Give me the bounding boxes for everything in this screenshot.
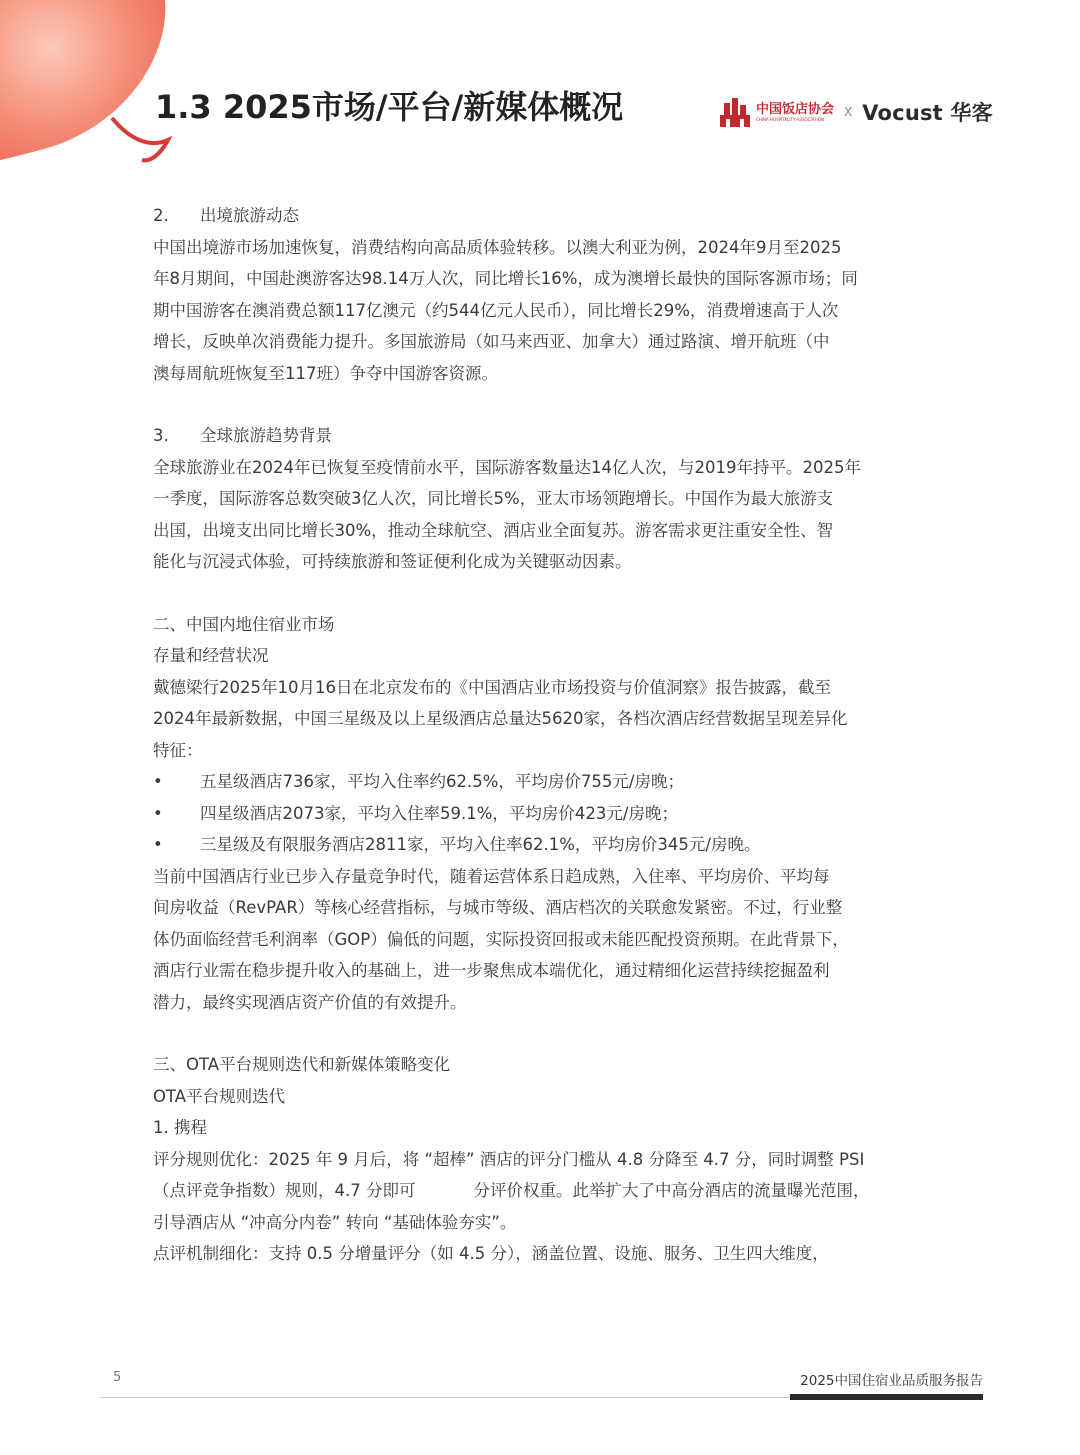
footer-accent-bar (790, 1394, 983, 1400)
paragraph-line: 评分规则优化：2025 年 9 月后，将 “超棒” 酒店的评分门槛从 4.8 分降至 4.7 分，同时调整 PSI (153, 1149, 865, 1169)
logo-separator: X (844, 105, 853, 119)
section-heading-text: 全球旅游趋势背景 (200, 426, 332, 445)
paragraph-line: 中国出境游市场加速恢复，消费结构向高品质体验转移。以澳大利亚为例，2024年9月至2025 (153, 237, 842, 257)
list-heading: 1. 携程 (153, 1118, 207, 1137)
list-item-text: 五星级酒店736家，平均入住率约62.5%，平均房价755元/房晚； (200, 772, 684, 791)
paragraph-line: 酒店行业需在稳步提升收入的基础上，进一步聚焦成本端优化，通过精细化运营持续挖掘盈利 (153, 961, 830, 980)
cha-name-cn: 中国饭店协会 (756, 101, 835, 117)
paragraph-line: 期中国游客在澳消费总额117亿澳元（约544亿元人民币），同比增长29%，消费增速高于人次 (153, 300, 839, 320)
paragraph-line: 增长，反映单次消费能力提升。多国旅游局（如马来西亚、加拿大）通过路演、增开航班（中 (153, 332, 830, 351)
paragraph-line: 潜力，最终实现酒店资产价值的有效提升。 (153, 992, 467, 1012)
bullet-mark: • (153, 772, 163, 791)
cha-emblem-icon (718, 95, 752, 129)
paragraph-line: 一季度，国际游客总数突破3亿人次，同比增长5%，亚太市场领跑增长。中国作为最大旅游支 (153, 489, 834, 508)
footer-divider (100, 1397, 790, 1398)
list-item-text: 三星级及有限服务酒店2811家，平均入住率62.1%，平均房价345元/房晚。 (200, 835, 761, 854)
footer-report-title: 2025中国住宿业品质服务报告 (800, 1373, 983, 1389)
vocust-logo: Vocust 华客 (862, 101, 993, 125)
section-number: 3. (153, 426, 169, 445)
paragraph-line: 点评机制细化：支持 0.5 分增量评分（如 4.5 分），涵盖位置、设施、服务、卫生四大维度， (153, 1244, 829, 1263)
paragraph-line: 引导酒店从 “冲高分内卷” 转向 “基础体验夯实”。 (153, 1212, 517, 1232)
paragraph-line: 年8月期间，中国赴澳游客达98.14万人次，同比增长16%，成为澳增长最快的国际客源市场；同 (153, 269, 858, 288)
paragraph-line: 戴德梁行2025年10月16日在北京发布的《中国酒店业市场投资与价值洞察》报告披露，截至 (153, 677, 831, 697)
header-logos (718, 92, 993, 132)
paragraph-fragment: 分评价权重。此举扩大了中高分酒店的流量曝光范围， (473, 1181, 870, 1200)
page-number: 5 (113, 1370, 122, 1385)
section-number: 2. (153, 206, 169, 225)
section-heading-outbound (153, 200, 943, 232)
paragraph-line: 全球旅游业在2024年已恢复至疫情前水平，国际游客数量达14亿人次，与2019年持平。2025年 (153, 457, 861, 477)
paragraph-line: 体仍面临经营毛利润率（GOP）偏低的问题，实际投资回报或未能匹配投资预期。在此背景下， (153, 929, 849, 949)
paragraph-line: 澳每周航班恢复至117班）争夺中国游客资源。 (153, 363, 498, 383)
cha-name-en: CHINA HOSPITALITY ASSOCIATION (756, 116, 824, 122)
paragraph-fragment: （点评竞争指数）规则，4.7 分即可 (153, 1181, 416, 1200)
page-title: 1.3 2025市场/平台/新媒体概况 (155, 88, 624, 126)
bullet-mark: • (153, 803, 163, 823)
list-item (153, 798, 943, 830)
paragraph-line: 当前中国酒店行业已步入存量竞争时代，随着运营体系日趋成熟，入住率、平均房价、平均每 (153, 866, 830, 886)
paragraph-line: 出国，出境支出同比增长30%，推动全球航空、酒店业全面复苏。游客需求更注重安全性、智 (153, 520, 834, 540)
subsection-heading: 存量和经营状况 (153, 646, 269, 665)
china-hospitality-association-logo (718, 95, 834, 129)
paragraph-line: 能化与沉浸式体验，可持续旅游和签证便利化成为关键驱动因素。 (153, 552, 632, 571)
list-item (153, 766, 943, 798)
paragraph-line: 2024年最新数据，中国三星级及以上星级酒店总量达5620家，各档次酒店经营数据呈现差异化 (153, 709, 848, 728)
bullet-mark: • (153, 835, 163, 854)
corner-decoration (0, 0, 175, 175)
paragraph-line: 特征： (153, 740, 203, 760)
paragraph-line (153, 1175, 943, 1207)
section-heading-ota: 三、OTA平台规则迭代和新媒体策略变化 (153, 1055, 451, 1074)
body-content (153, 200, 943, 1270)
subsection-heading: OTA平台规则迭代 (153, 1086, 286, 1106)
section-heading-lodging: 二、中国内地住宿业市场 (153, 614, 335, 634)
section-heading-global (153, 420, 943, 452)
list-item-text: 四星级酒店2073家，平均入住率59.1%，平均房价423元/房晚； (200, 803, 678, 823)
list-item (153, 829, 943, 861)
section-heading-text: 出境旅游动态 (200, 206, 299, 225)
paragraph-line: 间房收益（RevPAR）等核心经营指标，与城市等级、酒店档次的关联愈发紧密。不过，行业整 (153, 898, 843, 917)
